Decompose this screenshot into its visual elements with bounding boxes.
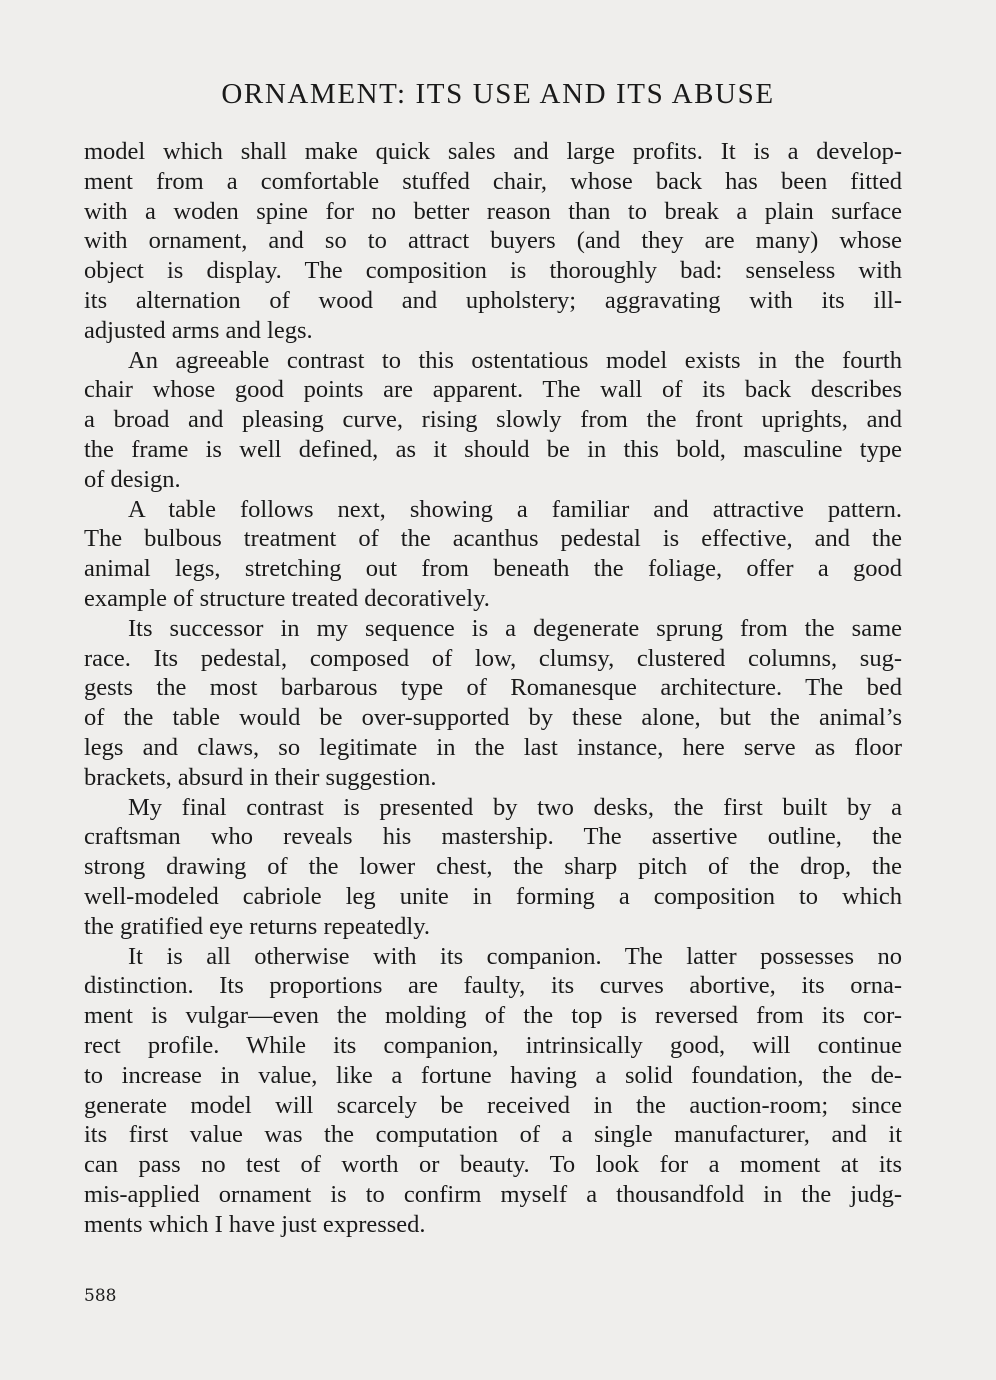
text-line: rect profile. While its companion, intrinsically good, will continue bbox=[84, 1031, 902, 1059]
text-line: adjusted arms and legs. bbox=[84, 316, 313, 344]
text-line: chair whose good points are apparent. The wall of its back describes bbox=[84, 376, 902, 404]
page-number: 588 bbox=[84, 1286, 117, 1306]
text-line: object is display. The composition is thoroughly bad: senseless with bbox=[84, 257, 902, 285]
text-line: to increase in value, like a fortune having a solid foundation, the de- bbox=[84, 1061, 902, 1089]
running-head: ORNAMENT: ITS USE AND ITS ABUSE bbox=[221, 78, 775, 110]
text-line: The bulbous treatment of the acanthus pedestal is effective, and the bbox=[84, 525, 902, 553]
text-line: race. Its pedestal, composed of low, clumsy, clustered columns, sug- bbox=[84, 644, 902, 672]
text-line: distinction. Its proportions are faulty, its curves abortive, its orna- bbox=[84, 972, 902, 1000]
text-line: Its successor in my sequence is a degenerate sprung from the same bbox=[128, 614, 902, 642]
text-line: with ornament, and so to attract buyers (and they are many) whose bbox=[84, 227, 902, 255]
text-line: My final contrast is presented by two desks, the first built by a bbox=[128, 793, 902, 821]
text-line: generate model will scarcely be received in the auction-room; since bbox=[84, 1091, 902, 1119]
text-line: its alternation of wood and upholstery; aggravating with its ill- bbox=[84, 286, 902, 314]
text-line: It is all otherwise with its companion. The latter possesses no bbox=[128, 942, 902, 970]
text-line: a broad and pleasing curve, rising slowly from the front uprights, and bbox=[84, 406, 902, 434]
text-line: can pass no test of worth or beauty. To look for a moment at its bbox=[84, 1151, 902, 1179]
body-text bbox=[84, 137, 902, 1239]
text-line: ment is vulgar—even the molding of the top is reversed from its cor- bbox=[84, 1002, 902, 1030]
text-line: A table follows next, showing a familiar and attractive pattern. bbox=[128, 495, 902, 523]
text-line: strong drawing of the lower chest, the sharp pitch of the drop, the bbox=[84, 853, 902, 881]
text-line: ment from a comfortable stuffed chair, whose back has been fitted bbox=[84, 167, 902, 195]
text-line: the frame is well defined, as it should be in this bold, masculine type bbox=[84, 435, 902, 463]
text-line: of design. bbox=[84, 465, 181, 493]
text-line: An agreeable contrast to this ostentatious model exists in the fourth bbox=[128, 346, 902, 374]
text-line: model which shall make quick sales and large profits. It is a develop- bbox=[84, 138, 902, 165]
text-line: brackets, absurd in their suggestion. bbox=[84, 763, 437, 791]
text-line: example of structure treated decoratively. bbox=[84, 584, 490, 612]
text-line: ments which I have just expressed. bbox=[84, 1210, 426, 1238]
text-line: craftsman who reveals his mastership. The assertive outline, the bbox=[84, 823, 902, 851]
text-line: well-modeled cabriole leg unite in forming a composition to which bbox=[84, 882, 902, 910]
text-line: gests the most barbarous type of Romanesque architecture. The bed bbox=[84, 674, 902, 702]
text-line: its first value was the computation of a single manufacturer, and it bbox=[84, 1121, 902, 1149]
text-line: animal legs, stretching out from beneath the foliage, offer a good bbox=[84, 555, 902, 583]
text-line: of the table would be over-supported by these alone, but the animal’s bbox=[84, 704, 902, 732]
text-line: mis-applied ornament is to confirm myself a thousandfold in the judg- bbox=[84, 1180, 902, 1208]
text-line: legs and claws, so legitimate in the last instance, here serve as floor bbox=[84, 733, 902, 761]
text-line: with a woden spine for no better reason than to break a plain surface bbox=[84, 197, 902, 225]
text-line: the gratified eye returns repeatedly. bbox=[84, 912, 431, 940]
